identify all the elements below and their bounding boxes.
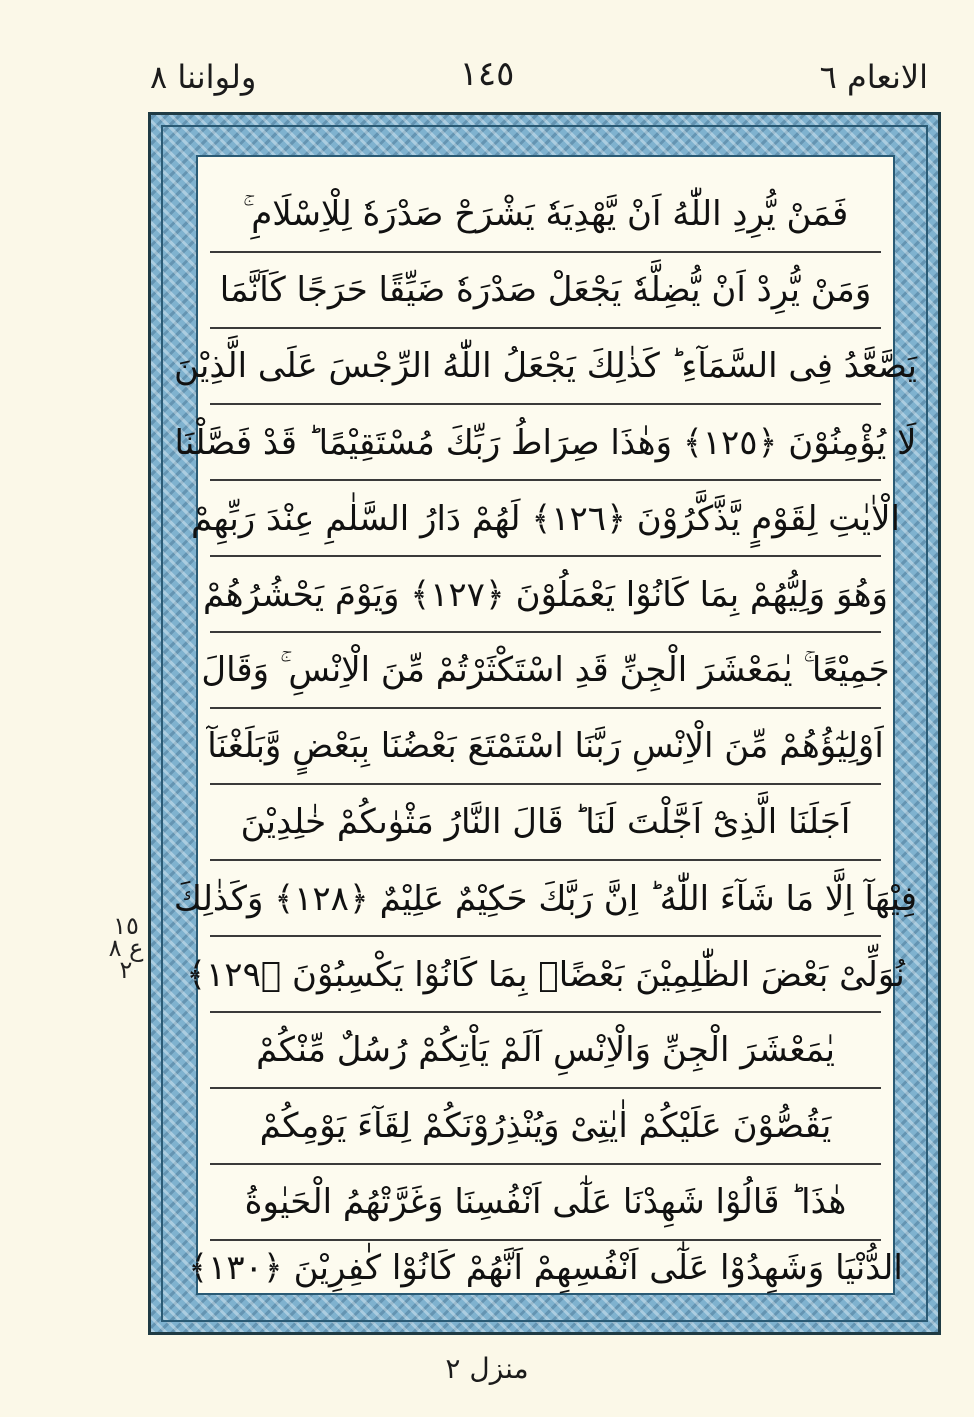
text-block [173,155,918,1295]
verse-line: وَمَنْ يُّرِدْ اَنْ يُّضِلَّهٗ يَجْعَلْ صَدْرَهٗ ضَيِّقًا حَرَجًا كَاَنَّمَا [210,253,881,329]
verse-line: الدُّنْيَا وَشَهِدُوْا عَلٰٓى اَنْفُسِهِمْ اَنَّهُمْ كَانُوْا كٰفِرِيْنَ ﴿١٣٠﴾ [188,1247,903,1288]
verse-line: الْاٰيٰتِ لِقَوْمٍ يَّذَّكَّرُوْنَ ﴿١٢٦﴾ لَهُمْ دَارُ السَّلٰمِ عِنْدَ رَبِّهِمْ [210,481,881,557]
surah-name: الانعام ٦ [819,58,928,96]
verse-line: اَجَلَنَا الَّذِىْٓ اَجَّلْتَ لَنَا ؕ قَالَ النَّارُ مَثْوٰىكُمْ خٰلِدِيْنَ [210,785,881,861]
ruku-marker: ١٥ ع ٨ ٢ [108,912,144,984]
verse-line: فِيْهَآ اِلَّا مَا شَآءَ اللّٰهُ ؕ اِنَّ رَبَّكَ حَكِيْمٌ عَلِيْمٌ ﴿١٢٨﴾ وَكَذٰلِكَ [210,861,881,937]
verse-line: لَا يُؤْمِنُوْنَ ﴿١٢٥﴾ وَهٰذَا صِرَاطُ رَبِّكَ مُسْتَقِيْمًا ؕ قَدْ فَصَّلْنَا [210,405,881,481]
verse-line: جَمِيْعًا ۚ يٰمَعْشَرَ الْجِنِّ قَدِ اسْتَكْثَرْتُمْ مِّنَ الْاِنْسِ ۚ وَقَالَ [210,633,881,709]
verse-line: يٰمَعْشَرَ الْجِنِّ وَالْاِنْسِ اَلَمْ يَاْتِكُمْ رُسُلٌ مِّنْكُمْ [210,1013,881,1089]
verse-line: يَصَّعَّدُ فِى السَّمَآءِ ؕ كَذٰلِكَ يَجْعَلُ اللّٰهُ الرِّجْسَ عَلَى الَّذِيْنَ [210,329,881,405]
verse-line: اَوْلِيٰٓؤُهُمْ مِّنَ الْاِنْسِ رَبَّنَا اسْتَمْتَعَ بَعْضُنَا بِبَعْضٍ وَّبَلَغْنَآ [210,709,881,785]
juz-name: ولواننا ٨ [150,58,257,96]
verse-line: فَمَنْ يُّرِدِ اللّٰهُ اَنْ يَّهْدِيَهٗ يَشْرَحْ صَدْرَهٗ لِلْاِسْلَامِ ۚ [210,177,881,253]
ornamental-border [148,112,941,1335]
page-number: ١٤٥ [459,54,515,94]
verse-line: هٰذَا ؕ قَالُوْا شَهِدْنَا عَلٰٓى اَنْفُسِنَا وَغَرَّتْهُمُ الْحَيٰوةُ [210,1165,881,1241]
manzil-footer: منزل ٢ [445,1352,529,1385]
verse-line: وَهُوَ وَلِيُّهُمْ بِمَا كَانُوْا يَعْمَلُوْنَ ﴿١٢٧﴾ وَيَوْمَ يَحْشُرُهُمْ [210,557,881,633]
verse-line: يَقُصُّوْنَ عَلَيْكُمْ اٰيٰتِىْ وَيُنْذِرُوْنَكُمْ لِقَآءَ يَوْمِكُمْ [210,1089,881,1165]
page-header [0,54,974,104]
verse-line: نُوَلِّىْ بَعْضَ الظّٰلِمِيْنَ بَعْضًاۢ بِمَا كَانُوْا يَكْسِبُوْنَ ﴿١٢٩﴾ [210,937,881,1013]
